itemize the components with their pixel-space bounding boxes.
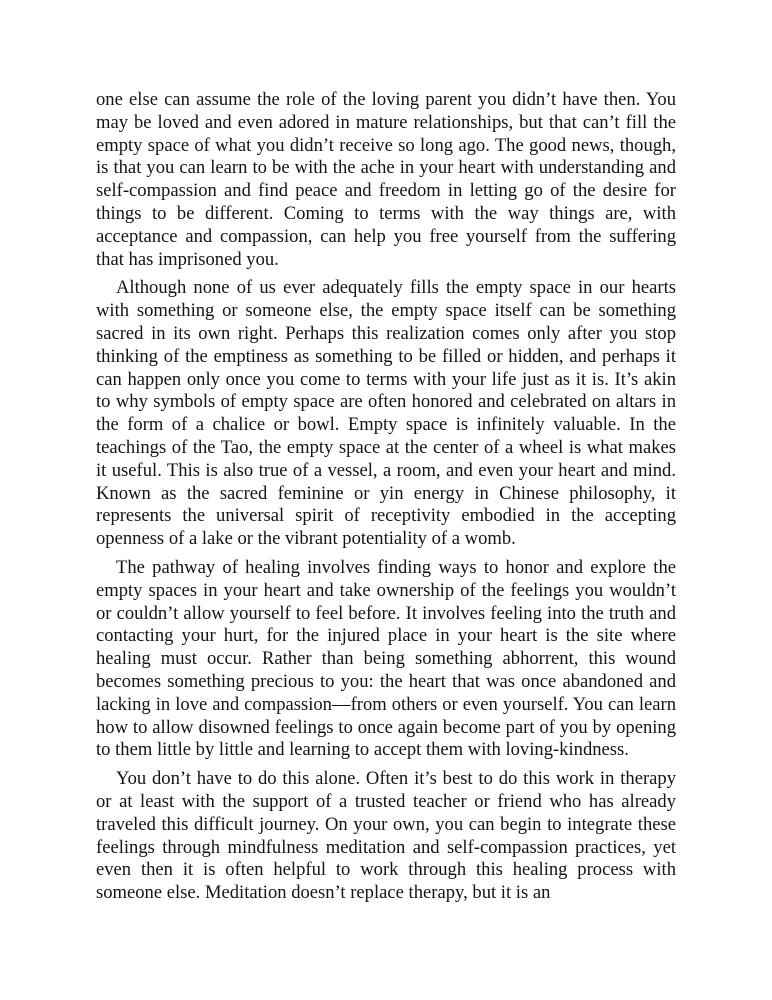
paragraph-not-alone: You don’t have to do this alone. Often it’s best to do this work in therapy or at least with the support of a trusted teacher or friend who has already traveled this difficult journey. On your own, you can begin to integrate these feelings through mindfulness meditation and self-compassion practices, yet even then it is often helpful to work through this healing process with someone else. Meditation doesn’t replace therapy, but it is an xyxy=(96,768,676,904)
paragraph-continued: one else can assume the role of the loving parent you didn’t have then. You may be loved and even adored in mature relationships, but that can’t fill the empty space of what you didn’t receive so long ago. The good news, though, is that you can learn to be with the ache in your heart with understanding and self-compassion and find peace and freedom in letting go of the desire for things to be different. Coming to terms with the way things are, with acceptance and compassion, can help you free yourself from the suffering that has imprisoned you. xyxy=(96,89,676,270)
paragraph-empty-space: Although none of us ever adequately fills the empty space in our hearts with something or someone else, the empty space itself can be something sacred in its own right. Perhaps this realization comes only after you stop thinking of the emptiness as something to be filled or hidden, and perhaps it can happen only once you come to terms with your life just as it is. It’s akin to why symbols of empty space are often honored and celebrated on altars in the form of a chalice or bowl. Empty space is infinitely valuable. In the teachings of the Tao, the empty space at the center of a wheel is what makes it useful. This is also true of a vessel, a room, and even your heart and mind. Known as the sacred feminine or yin energy in Chinese philosophy, it represents the universal spirit of receptivity embodied in the accepting openness of a lake or the vibrant potentiality of a womb. xyxy=(96,277,676,550)
page-body xyxy=(96,89,676,911)
paragraph-pathway-of-healing: The pathway of healing involves finding ways to honor and explore the empty spaces in your heart and take ownership of the feelings you wouldn’t or couldn’t allow yourself to feel before. It involves feeling into the truth and contacting your hurt, for the injured place in your heart is the site where healing must occur. Rather than being something abhorrent, this wound becomes something precious to you: the heart that was once abandoned and lacking in love and compassion—from others or even yourself. You can learn how to allow disowned feelings to once again become part of you by opening to them little by little and learning to accept them with loving-kindness. xyxy=(96,556,676,761)
